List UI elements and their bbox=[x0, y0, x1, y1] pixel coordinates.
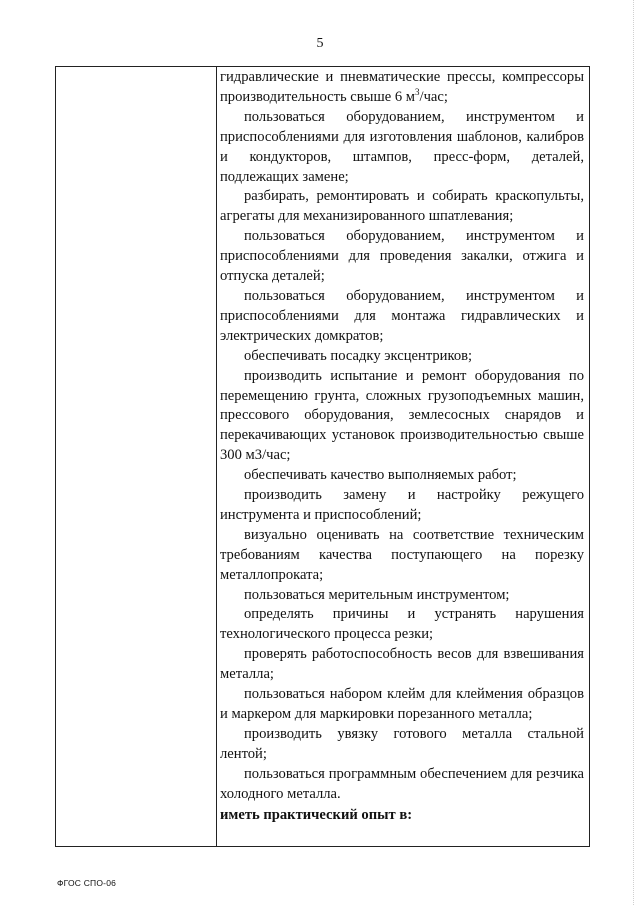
text-line-marking: пользоваться набором клейм для клеймения образцов и маркером для маркировки порезанного металла; bbox=[220, 686, 584, 722]
text-line-hardening: пользоваться оборудованием, инструментом и приспособлениями для проведения закалки, отжига и отпуска деталей; bbox=[220, 228, 584, 285]
footer-label: ФГОС СПО-06 bbox=[57, 878, 117, 888]
text-line-software: пользоваться программным обеспечением для резчика холодного металла. bbox=[220, 765, 584, 802]
standard-table bbox=[55, 66, 590, 847]
text-line-jacks: пользоваться оборудованием, инструментом и приспособлениями для монтажа гидравлических и электрических домкратов; bbox=[220, 287, 584, 344]
text-line-presses bbox=[220, 68, 584, 108]
text-line-visual-check: визуально оценивать на соответствие техническим требованиям качества поступающего на порезку металлопроката; bbox=[220, 526, 584, 583]
text-presses-b: /час; bbox=[419, 88, 448, 105]
scan-edge-line bbox=[633, 0, 634, 905]
text-line-spray-guns: разбирать, ремонтировать и собирать краскопульты, агрегаты для механизированного шпатлевания; bbox=[220, 188, 584, 225]
text-line-testing: производить испытание и ремонт оборудования по перемещению грунта, сложных грузоподъемных машин, прессового оборудования, землесосных снарядов и перекачивающих установок производительностью свыше 300 м3/час; bbox=[220, 367, 584, 464]
page-number: 5 bbox=[316, 36, 324, 51]
section-heading-experience: иметь практический опыт в: bbox=[220, 806, 413, 823]
table-column-divider bbox=[216, 67, 217, 846]
text-line-strapping: производить увязку готового металла стальной лентой; bbox=[220, 725, 584, 762]
text-line-measuring: пользоваться мерительным инструментом; bbox=[244, 586, 510, 603]
text-presses-sup: 3 bbox=[415, 87, 420, 98]
text-presses-a: гидравлические и пневматические прессы, компрессоры производительность свыше 6 м bbox=[220, 69, 584, 105]
text-line-tool-change: производить замену и настройку режущего инструмента и приспособлений; bbox=[220, 487, 584, 523]
table-content-cell bbox=[220, 68, 584, 825]
text-line-defects: определять причины и устранять нарушения технологического процесса резки; bbox=[220, 606, 584, 643]
text-line-eccentrics: обеспечивать посадку эксцентриков; bbox=[244, 347, 473, 364]
text-line-scales: проверять работоспособность весов для взвешивания металла; bbox=[220, 646, 584, 683]
text-line-templates: пользоваться оборудованием, инструментом и приспособлениями для изготовления шаблонов, калибров и кондукторов, штампов, пресс-форм, деталей, подлежащих замене; bbox=[220, 108, 584, 185]
text-line-quality: обеспечивать качество выполняемых работ; bbox=[244, 467, 517, 484]
